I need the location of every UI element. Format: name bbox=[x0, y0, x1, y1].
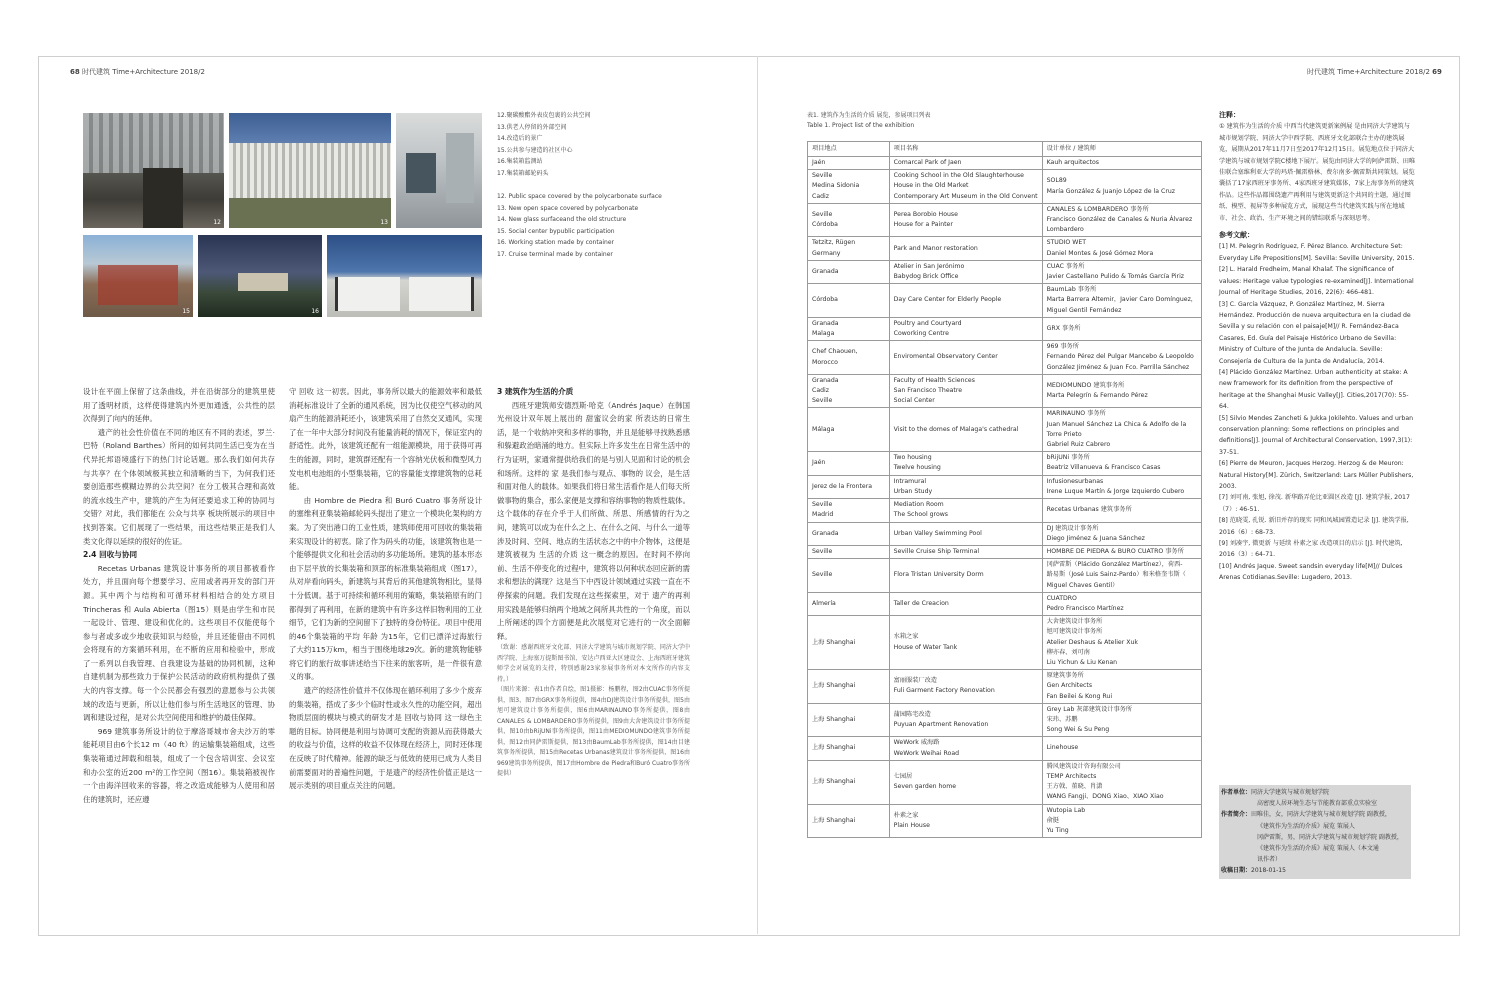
cell-designer bbox=[1042, 703, 1201, 737]
cell-line: 上海 Shanghai bbox=[812, 682, 856, 690]
cell-project bbox=[889, 616, 1042, 670]
cell-line: González Jiménez & Juan Fco. Parrilla Sánchez bbox=[1046, 363, 1190, 371]
note-1: ① 建筑作为生活的介质 中西当代建筑更新案例展 是由同济大学建筑与城市规划学院、同济大学中西学院、西班牙文化部联合主办的建筑展览，展期从2017年11月7日至2017年12月15日。展览地点位于同济大学建筑与城市规划学院C楼地下展厅。展览由同济大学的阿萨雷斯、田唯佳联合塞维利亚大学的玛塔·佩雷格林、费尔南多·佩雷斯共同策划。展览囊括了17家西班牙事务所、4家西班牙建筑媒体，7家上海事务所的建筑作品。这些作品都围绕遗产再利用与建筑更新这个共同的主题，通过图纸、模型、视屏等多种展览方式，展现这些当代建筑实践与所在地域市、社会、政治、生产环境之间的错综联系与深刻思考。 bbox=[1219, 123, 1416, 222]
table-title-en: Table 1. Project list of the exhibition bbox=[807, 121, 915, 129]
cell-line: Diego Jiménez & Juana Sánchez bbox=[1046, 534, 1145, 542]
cell-project bbox=[889, 374, 1042, 408]
cell-line: SOL89 bbox=[1046, 177, 1067, 185]
body-column-1 bbox=[83, 385, 275, 806]
cell-location bbox=[808, 522, 890, 545]
cell-designer bbox=[1042, 237, 1201, 260]
reference-item: [4] Plácido González Martínez. Urban authenticity at stake: A new framework for its definition from the perspective of heritage at the Shanghai Music Valley[J]. Cities,2017(70): 55-64. bbox=[1219, 368, 1409, 411]
cell-line: House of Water Tank bbox=[893, 643, 958, 651]
cell-project bbox=[889, 341, 1042, 375]
cell-line: Coworking Centre bbox=[893, 330, 949, 338]
photo-12 bbox=[83, 113, 224, 228]
cell-line: Jerez de la Frontera bbox=[812, 482, 873, 490]
cell-line: 969 事务所 bbox=[1046, 343, 1079, 351]
table-row bbox=[808, 203, 1202, 237]
cell-project bbox=[889, 545, 1042, 558]
cell-line: Perea Borobio House bbox=[893, 210, 958, 218]
cell-line: Seville bbox=[812, 571, 833, 579]
cell-designer bbox=[1042, 170, 1201, 204]
caption-13-cn: 13.供老人停留的外部空间 bbox=[497, 123, 567, 131]
author-intro-4: 讯作者） bbox=[1257, 856, 1282, 864]
cell-line: CUATDRO bbox=[1046, 594, 1077, 602]
table-row bbox=[808, 317, 1202, 340]
photo-13 bbox=[229, 113, 391, 228]
cell-line: Yu Ting bbox=[1046, 826, 1069, 834]
left-page-number: 68 bbox=[70, 68, 80, 76]
cell-location bbox=[808, 237, 890, 260]
received-date-label: 收稿日期： bbox=[1221, 867, 1252, 875]
cell-line: 上海 Shanghai bbox=[812, 638, 856, 646]
cell-line: Contemporary Art Museum in the Old Convent bbox=[893, 192, 1038, 200]
table-row bbox=[808, 452, 1202, 475]
cell-line: 大舍建筑设计事务所 bbox=[1046, 618, 1103, 626]
cell-line: Malaga bbox=[812, 330, 835, 338]
right-page-number: 69 bbox=[1432, 68, 1442, 76]
cell-line: Mediation Room bbox=[893, 501, 944, 509]
cell-line: Marta Barrera Altemir，Javier Caro Domínguez， bbox=[1046, 296, 1197, 304]
right-running-header bbox=[1307, 67, 1442, 77]
photo-number: 15 bbox=[182, 308, 190, 315]
cell-line: 富丽服装厂改造 bbox=[893, 677, 937, 685]
cell-line: TEMP Architects bbox=[1046, 772, 1097, 780]
paragraph: 969 建筑事务所设计的位于摩洛哥城市舍夫沙万的零能耗项目由6个长12 m（40 ft）的运输集装箱组成，这些集装箱通过卸载和组装，组成了一个包含培训室、会议室和办公室的近200 m²的工作空间（图16）。集装箱被视作一个由海洋回收来的容器，将之改造成能够为人使用和居住的建筑时，还应遵 bbox=[83, 726, 275, 804]
cell-location bbox=[808, 545, 890, 558]
cell-line: 上海 Shanghai bbox=[812, 715, 856, 723]
cell-line: CUAC 事务所 bbox=[1046, 262, 1085, 270]
reference-item: [5] Silvio Mendes Zancheti & Jukka Jokilehto. Values and urban conservation planning: Some reflections on principles and definitions[J]. Journal of Architectural Conservation, 1997,3(1): 37-51. bbox=[1219, 414, 1414, 456]
cell-designer bbox=[1042, 374, 1201, 408]
table-row bbox=[808, 559, 1202, 593]
cell-location bbox=[808, 670, 890, 704]
cell-line: Cooking School in the Old Slaughterhouse bbox=[893, 172, 1024, 180]
cell-line: Beatriz Villanueva & Francisco Casas bbox=[1046, 464, 1161, 472]
column-header-location: 项目地点 bbox=[808, 142, 890, 157]
cell-line: Infusionesurbanas bbox=[1046, 477, 1104, 485]
cell-line: Liu Yichun & Liu Kenan bbox=[1046, 658, 1118, 666]
cell-line: Morocco bbox=[812, 358, 838, 366]
paragraph: 由 Hombre de Piedra 和 Buró Cuatro 事务所设计的塞维利亚集装箱邮轮码头提出了建立一个模块化架构的方案。为了突出港口的工业性质，建筑师使用可回收的集装箱来实现设计的初衷。除了作为码头的功能，该建筑物也是一个能够提供文化和社会活动的多功能场所。建筑的基本形态由下层平放的长集装箱和顶部的标准集装箱组成（图17），从对岸看向码头，新建筑与其背后的其他建筑物相比，显得十分低调。基于可持续和循环利用的策略，集装箱原有的门都得到了再利用，在新的建筑中有许多这样旧物利用的工业细节，它们为新的空间留下了独特的身份特征。项目中使用的46个集装箱的平均 年龄 为15年，它们已漂洋过海旅行了大约115万km，相当于围绕地球29次。新的建筑物能够将它们的旅行故事讲述给当下往来的旅客听，是一件很有意义的事。 bbox=[289, 495, 482, 682]
cell-project bbox=[889, 203, 1042, 237]
caption-12-en: 12. Public space covered by the polycarbonate surface bbox=[497, 193, 662, 200]
cell-line: WANG Fangji、DONG Xiao、XIAO Xiao bbox=[1046, 793, 1164, 801]
cell-project bbox=[889, 408, 1042, 452]
cell-location bbox=[808, 317, 890, 340]
caption-17-cn: 17.集装箱邮轮码头 bbox=[497, 169, 549, 177]
cell-line: 水箱之家 bbox=[893, 633, 919, 641]
author-intro-label: 作者简介： bbox=[1221, 811, 1252, 819]
caption-16-en: 16. Working station made by container bbox=[497, 239, 615, 247]
cell-line: Irene Luque Martín & Jorge Izquierdo Cubero bbox=[1046, 487, 1185, 495]
page-gutter bbox=[757, 56, 758, 934]
cell-line: HOMBRE DE PIEDRA & BURO CUATRO 事务所 bbox=[1046, 547, 1184, 555]
cell-line: Germany bbox=[812, 249, 841, 257]
cell-line: 上海 Shanghai bbox=[812, 778, 856, 786]
cell-line: San Francisco Theatre bbox=[893, 387, 963, 395]
reference-item: [1] M. Pelegrín Rodríguez, F. Pérez Blanco. Architecture Set: Everyday Life Prepositions[M]. Sevilla: Seville University, 2015. bbox=[1219, 243, 1415, 262]
author-intro-3: 冈萨雷斯，男，同济大学建筑与城市规划学院 副教授，《建筑作为生活的介质》展览 策展人（本文通 bbox=[1257, 833, 1403, 853]
caption-15-cn: 15.公共参与建造的社区中心 bbox=[497, 146, 573, 154]
cell-line: Seville bbox=[812, 397, 833, 405]
cell-location bbox=[808, 203, 890, 237]
body-column-2 bbox=[289, 385, 482, 793]
cell-line: 上海 Shanghai bbox=[812, 816, 856, 824]
cell-line: 柳亦春、刘可南 bbox=[1046, 648, 1090, 656]
cell-line: Fuli Garment Factory Renovation bbox=[893, 687, 995, 695]
cell-line: Jaén bbox=[812, 159, 826, 166]
photo-16 bbox=[198, 235, 322, 317]
cell-line: WeWork 威海路 bbox=[893, 739, 940, 747]
cell-line: Daniel Montes & José Gómez Mora bbox=[1046, 249, 1154, 257]
table-row bbox=[808, 522, 1202, 545]
cell-project bbox=[889, 475, 1042, 498]
table-row bbox=[808, 737, 1202, 760]
cell-designer bbox=[1042, 499, 1201, 522]
table-title-cn: 表1. 建筑作为生活的介质 展览，参展项目列表 bbox=[807, 112, 931, 119]
notes-references bbox=[1219, 110, 1416, 584]
author-info-box bbox=[1219, 785, 1411, 879]
cell-project bbox=[889, 157, 1042, 170]
column-header-project: 项目名称 bbox=[889, 142, 1042, 157]
cell-line: Flora Tristan University Dorm bbox=[893, 571, 984, 579]
cell-designer bbox=[1042, 157, 1201, 170]
cell-line: Twelve housing bbox=[893, 464, 941, 472]
table-row bbox=[808, 237, 1202, 260]
caption-17-en: 17. Cruise terminal made by container bbox=[497, 250, 613, 258]
cell-designer bbox=[1042, 592, 1201, 615]
cell-project bbox=[889, 804, 1042, 838]
table-row bbox=[808, 499, 1202, 522]
cell-line: Taller de Creacion bbox=[893, 599, 949, 607]
cell-line: GRX 事务所 bbox=[1046, 324, 1081, 332]
references-title: 参考文献： bbox=[1219, 231, 1254, 240]
table-row bbox=[808, 284, 1202, 318]
table-row bbox=[808, 616, 1202, 670]
cell-designer bbox=[1042, 203, 1201, 237]
table-row bbox=[808, 374, 1202, 408]
cell-location bbox=[808, 452, 890, 475]
cell-line: Kauh arquitectos bbox=[1046, 159, 1100, 166]
cell-line: Málaga bbox=[812, 425, 835, 433]
paragraph: 西班牙建筑师安德烈斯·哈克（Andrés Jaque）在韩国光州设计双年展上展出的 甜蜜议会的家 所表达的日常生活，是一个收纳冲突和多样的事物，并且是能够寻找熟悉感和躲避政治暗涌的地方。但实际上许多发生在日常生活中的行为证明，家通常提供给我们的是与别人见面和讨论的机会和场所。这样的 家 是我们参与观点、事物的 议会，是生活和面对他人的载体。如果我们将日常生活看作是人们每天所做事物的集合，那么家便是支撑和容纳事物的物质性载体。这个载体的存在介乎于人们所做、所思、所感情的行为之间，建筑可以成为在什么之上、在什么之间、与什么一道等涉及时间、空间、地点的生活状态之中的中介物体，这便是建筑被视为 生活的介质 这一概念的原因。在时间不停向前、生活不停变化的过程中，建筑将以何种状态回应新的需求和想法的满现？这是当下中西设计领域通过实践一直在不停探索的问题。我们发现在这些探索里，对于 遗产的再利用实践是能够归纳两个地域之间所具共性的一个角度，而以上所阐述的四个方面便是此次展览对它进行的一次全面解释。 bbox=[497, 400, 690, 641]
cell-line: MEDIOMUNDO 建筑事务所 bbox=[1046, 381, 1125, 389]
captions-cn bbox=[497, 110, 591, 180]
author-unit-2: 高密度人居环境生态与节能教育部重点实验室 bbox=[1257, 800, 1378, 808]
cell-line: Gabriel Ruiz Cabrero bbox=[1046, 441, 1111, 449]
cell-line: Cadiz bbox=[812, 387, 830, 395]
cell-designer bbox=[1042, 760, 1201, 804]
table-row bbox=[808, 592, 1202, 615]
cell-project bbox=[889, 317, 1042, 340]
cell-line: 朴素之家 bbox=[893, 811, 919, 819]
table-row bbox=[808, 157, 1202, 170]
cell-location bbox=[808, 374, 890, 408]
reference-item: [8] 范晓雯, 孔锐. 新旧并存的现实 同和凤城园置造记录 [J]. 建筑学报, 2016（6）: 68-73. bbox=[1219, 517, 1409, 536]
cell-project bbox=[889, 760, 1042, 804]
caption-13-en: 13. New open space covered by polycarbonate bbox=[497, 204, 639, 212]
table-header-row bbox=[808, 142, 1202, 157]
cell-line: Enviromental Observatory Center bbox=[893, 353, 998, 361]
table-row bbox=[808, 341, 1202, 375]
cell-project bbox=[889, 499, 1042, 522]
table-row bbox=[808, 804, 1202, 838]
cell-line: Francisco González de Canales & Nuria Álvarez bbox=[1046, 216, 1193, 224]
paragraph: 守 回收 这一初衷。因此，事务所以最大的能源效率和最低消耗标准设计了全新的通风系统，因为比仅使空气移动的风扇产生的能源消耗还小，该建筑采用了自然交叉通风，实现了在一年中大部分时间没有能量消耗的情况下，保证室内的舒适性。此外，该建筑还配有一组能源模块，用于获得可再生的能源，同时，建筑群还配有一个容纳光伏板和微型风力发电机电池组的小型集装箱，它的容量能支撑建筑物的总耗能。 bbox=[289, 387, 482, 492]
cell-project bbox=[889, 170, 1042, 204]
project-list-table bbox=[807, 141, 1202, 838]
table-row bbox=[808, 670, 1202, 704]
cell-line: Fan Beilei & Kong Rui bbox=[1046, 692, 1113, 700]
reference-item: [2] L. Harald Fredheim, Manal Khalaf. The significance of values: Heritage value typologies re-examined[J]. International Journal of Heritage Studies, 2016, 22(6): 466-481. bbox=[1219, 266, 1414, 297]
cell-line: Faculty of Health Sciences bbox=[893, 376, 975, 384]
cell-project bbox=[889, 592, 1042, 615]
table-row bbox=[808, 260, 1202, 283]
cell-line: 七园居 bbox=[893, 772, 913, 780]
cell-line: STUDIO WET bbox=[1046, 239, 1087, 247]
cell-location bbox=[808, 703, 890, 737]
photo-number: 13 bbox=[380, 219, 388, 226]
cell-line: Granada bbox=[812, 267, 839, 275]
cell-line: Urban Valley Swimming Pool bbox=[893, 529, 982, 537]
cell-designer bbox=[1042, 317, 1201, 340]
cell-line: Babydog Brick Office bbox=[893, 273, 959, 281]
cell-line: The School grows bbox=[893, 511, 949, 519]
cell-line: MARINAUNO 事务所 bbox=[1046, 410, 1106, 418]
cell-line: 腾风建筑设计咨询有限公司 bbox=[1046, 762, 1121, 770]
paragraph: 遗产的社会性价值在不同的地区有不同的表述，罗兰·巴特（Roland Barthes）所问的如何共同生活已变为在当代异托邦语境盛行下的热门讨论话题。那么我们如何共存与共享？在个体领域极其独立和清晰的当下，为何我们还要创造那些模糊边界的公共空间？在分工极其合理和高效的流水线生产中，建筑的产生为何还要追求工种的协同与交错？对此，我们都能在 公众与共享 板块所展示的项目中找到答案。它们展现了一些结果，而这些结果正是我们人类文化得以延续的很好的佐证。 bbox=[83, 427, 275, 546]
cell-line: bRijUNi 事务所 bbox=[1046, 454, 1090, 462]
section-heading: 3 建筑作为生活的介质 bbox=[497, 387, 574, 396]
cell-location bbox=[808, 592, 890, 615]
left-running-header bbox=[70, 67, 205, 77]
cell-location bbox=[808, 737, 890, 760]
cell-line: Two housing bbox=[893, 454, 932, 462]
table-row bbox=[808, 545, 1202, 558]
paragraph: Recetas Urbanas 建筑设计事务所的项目都被看作 处方，并且面向每个想要学习、应用或者再开发的部门开源。其中两个与结构和可循环材料相结合的处方项目 Trincheras 和 Aula Abierta（图15）则是由学生和市民一起设计、管理、建设和优化的。这些项目不仅能使每个参与者或多或少地收获知识与经验，并且还能借由不同机会将现有的方案循环利用，在不断的应用和检验中，形成了一系列以自我管理、自我建设为基础的协同机制，这种自建机制为那些致力于保护公民活动的政府机构提供了强大的内容支撑。每一个公民都会有强烈的意愿参与公共领域的改造与更新，所以让他们参与所生活地区的管理、协调和建设过程，是对公共空间使用和维护的最佳保障。 bbox=[83, 563, 275, 723]
photo-15 bbox=[83, 235, 193, 317]
cell-designer bbox=[1042, 452, 1201, 475]
reference-item: [6] Pierre de Meuron, Jacques Herzog. Herzog & de Meuron: Natural History[M]. Zürich, Switzerland: Lars Müller Publishers, 2003. bbox=[1219, 460, 1414, 490]
cell-line: Day Care Center for Elderly People bbox=[893, 296, 1002, 304]
cell-line: 蒲园陈宅改造 bbox=[893, 710, 931, 718]
cell-project bbox=[889, 559, 1042, 593]
table-row bbox=[808, 760, 1202, 804]
cell-line: Granada bbox=[812, 529, 839, 537]
cell-line: Madrid bbox=[812, 511, 834, 519]
cell-line: Plain House bbox=[893, 821, 930, 829]
section-heading: 2.4 回收与协同 bbox=[83, 550, 138, 560]
cell-line: María González & Juanjo López de la Cruz bbox=[1046, 187, 1176, 195]
table-row bbox=[808, 703, 1202, 737]
captions-en bbox=[497, 191, 662, 261]
cell-line: BaumLab 事务所 bbox=[1046, 286, 1097, 294]
cell-line: Comarcal Park of Jaen bbox=[893, 159, 962, 166]
cell-line: CANALES & LOMBARDERO 事务所 bbox=[1046, 205, 1149, 213]
column-header-designer: 设计单位 / 建筑师 bbox=[1042, 142, 1201, 157]
cell-location bbox=[808, 499, 890, 522]
reference-item: [3] C. García Vázquez, P. González Martínez, M. Sierra Hernández. Producción de nueva arquitectura en la ciudad de Sevilla y su relación con el paisaje[M]// R. Fernández-Baca Casares, Ed. Guía del Paisaje Histórico Urbano de Sevilla: Ministry of Culture of the Junta de Andalucía. Seville: Consejería de Cultura de la Junta de Andalucía, 2014. bbox=[1219, 300, 1411, 365]
cell-line: 宋玮、苏鹏 bbox=[1046, 715, 1078, 723]
cell-line: Seville bbox=[812, 210, 833, 218]
cell-project bbox=[889, 284, 1042, 318]
cell-designer bbox=[1042, 408, 1201, 452]
table-row bbox=[808, 170, 1202, 204]
cell-line: Juan Manuel Sánchez La Chica & Adolfo de la bbox=[1046, 420, 1187, 428]
cell-location bbox=[808, 475, 890, 498]
cell-project bbox=[889, 237, 1042, 260]
cell-line: Jaén bbox=[812, 459, 826, 467]
cell-line: Córdoba bbox=[812, 296, 838, 304]
cell-location bbox=[808, 157, 890, 170]
cell-line: 冈萨雷斯（Plácido González Martínez），荷西- bbox=[1046, 561, 1183, 569]
cell-designer bbox=[1042, 670, 1201, 704]
cell-line: House in the Old Market bbox=[893, 182, 969, 190]
cell-line: 俞挺 bbox=[1046, 816, 1059, 824]
left-journal-title: 时代建筑 Time+Architecture 2018/2 bbox=[81, 68, 205, 76]
photo-14 bbox=[396, 113, 482, 228]
cell-line: Recetas Urbanas 建筑事务所 bbox=[1046, 506, 1132, 514]
cell-location bbox=[808, 341, 890, 375]
table-row bbox=[808, 408, 1202, 452]
reference-item: [9] 刘凑宇, 微更新 与延续 朴素之家 改造项目的启示 [J]. 时代建筑, 2016（3）: 64-71. bbox=[1219, 540, 1403, 559]
cell-location bbox=[808, 408, 890, 452]
cell-line: Visit to the domes of Malaga's cathedral bbox=[893, 425, 1019, 433]
cell-location bbox=[808, 284, 890, 318]
cell-line: Córdoba bbox=[812, 221, 838, 229]
photo-number: 16 bbox=[311, 308, 319, 315]
cell-designer bbox=[1042, 545, 1201, 558]
caption-14-en: 14. New glass surfaceand the old structure bbox=[497, 216, 627, 224]
cell-location bbox=[808, 559, 890, 593]
cell-line: Seville bbox=[812, 172, 833, 180]
cell-line: WeWork Weihai Road bbox=[893, 749, 960, 757]
cell-location bbox=[808, 760, 890, 804]
references-list bbox=[1219, 241, 1416, 583]
acknowledgement: （致谢：感谢西班牙文化部、同济大学建筑与城市规划学院、同济大学中西学院、上海塞万提斯图书馆、安达卢西亚大区建设会、上海西班牙建筑师学会对展览的支持，特别感谢23家参展事务所对本文所作的内容支持。） bbox=[497, 644, 690, 683]
paragraph: 设计在平面上保留了这条曲线，并在沿街部分的建筑里使用了透明材质，这样使得建筑内外更加通透，公共性的层次得到了向内的延伸。 bbox=[83, 387, 275, 424]
cell-line: Grey Lab 灰部建筑设计事务所 bbox=[1046, 705, 1133, 713]
cell-location bbox=[808, 260, 890, 283]
right-journal-title: 时代建筑 Time+Architecture 2018/2 bbox=[1307, 68, 1430, 76]
cell-project bbox=[889, 260, 1042, 283]
cell-line: Almería bbox=[812, 599, 836, 607]
cell-line: Park and Manor restoration bbox=[893, 244, 978, 252]
cell-project bbox=[889, 452, 1042, 475]
cell-designer bbox=[1042, 284, 1201, 318]
cell-line: Urban Study bbox=[893, 487, 933, 495]
paragraph: 遗产的经济性价值并不仅体现在循环利用了多少个废弃的集装箱，搭成了多少个临时性或永久性的功能空间，超出物质层面的模块与模式的研发才是 回收与协同 这一绿色主题的目标。协同便是利用与协调可支配的资源从而获得最大的收益与价值，这样的收益不仅体现在经济上，同时还体现在反映了时代精神。能源的缺乏与低效的使用已成为人类目前需要面对的普遍性问题，于是遗产的经济性价值正是这一展示类别的项目重点关注的问题。 bbox=[289, 686, 482, 791]
reference-item: [10] Andrés Jaque. Sweet sandsin everyday life[M]// Dulces Arenas Cotidianas.Seville: Lugadero, 2013. bbox=[1219, 562, 1403, 582]
cell-line: Intramural bbox=[893, 477, 927, 485]
cell-line: Lombardero bbox=[1046, 226, 1084, 234]
cell-project bbox=[889, 737, 1042, 760]
cell-line: Marta Pelegrín & Fernando Pérez bbox=[1046, 392, 1148, 400]
cell-line: House for a Painter bbox=[893, 221, 953, 229]
cell-project bbox=[889, 670, 1042, 704]
cell-line: Javier Castellano Pulido & Tomás García Piriz bbox=[1046, 273, 1185, 281]
cell-designer bbox=[1042, 260, 1201, 283]
cell-line: Atelier Deshaus & Atelier Xuk bbox=[1046, 638, 1138, 646]
cell-line: Torre Prieto bbox=[1046, 430, 1082, 438]
cell-line: Seville Cruise Ship Terminal bbox=[893, 547, 980, 555]
cell-line: Fernando Pérez del Pulgar Mancebo & Leopoldo bbox=[1046, 353, 1194, 361]
received-date: 2018-01-15 bbox=[1251, 867, 1286, 875]
author-unit: 同济大学建筑与城市规划学院 bbox=[1251, 789, 1330, 796]
cell-line: Puyuan Apartment Renovation bbox=[893, 721, 989, 729]
caption-16-cn: 16.集装箱监测站 bbox=[497, 158, 543, 166]
cell-line: Miguel Chaves Gentil） bbox=[1046, 581, 1119, 589]
cell-project bbox=[889, 522, 1042, 545]
cell-designer bbox=[1042, 522, 1201, 545]
body-column-3 bbox=[497, 385, 690, 780]
cell-designer bbox=[1042, 559, 1201, 593]
cell-location bbox=[808, 616, 890, 670]
cell-line: Chef Chaouen, bbox=[812, 348, 858, 356]
cell-project bbox=[889, 703, 1042, 737]
author-unit-label: 作者单位： bbox=[1221, 789, 1252, 796]
cell-line: Seven garden home bbox=[893, 783, 957, 791]
cell-line: 旭可建筑设计事务所 bbox=[1046, 628, 1103, 636]
cell-line: Tetzitz, Rügen bbox=[812, 239, 856, 247]
cell-designer bbox=[1042, 341, 1201, 375]
cell-line: Seville bbox=[812, 547, 833, 555]
cell-line: DJ 建筑设计事务所 bbox=[1046, 524, 1099, 532]
cell-line: Granada bbox=[812, 319, 839, 327]
notes-title: 注释： bbox=[1219, 111, 1240, 119]
cell-line: 路易斯（José Luis Sainz-Pardo）和米格奎韦斯（ bbox=[1046, 571, 1186, 579]
cell-line: Granada bbox=[812, 376, 839, 384]
cell-line: Poultry and Courtyard bbox=[893, 319, 962, 327]
author-intro: 田唯佳，女，同济大学建筑与城市规划学院 副教授， bbox=[1251, 811, 1391, 819]
cell-line: Atelier in San Jerónimo bbox=[893, 262, 965, 270]
cell-line: Song Wei & Su Peng bbox=[1046, 726, 1110, 734]
cell-designer bbox=[1042, 804, 1201, 838]
cell-designer bbox=[1042, 737, 1201, 760]
cell-designer bbox=[1042, 475, 1201, 498]
cell-line: Social Center bbox=[893, 397, 935, 405]
cell-location bbox=[808, 170, 890, 204]
cell-line: Pedro Francisco Martínez bbox=[1046, 604, 1124, 612]
caption-15-en: 15. Social center bypublic participation bbox=[497, 227, 615, 235]
cell-line: 上海 Shanghai bbox=[812, 744, 856, 752]
caption-12-cn: 12.聚碳酸酯外表皮包裹的公共空间 bbox=[497, 112, 591, 119]
photo-17 bbox=[327, 235, 482, 317]
caption-14-cn: 14.改造后的景广 bbox=[497, 135, 543, 143]
table-caption bbox=[807, 111, 931, 130]
reference-item: [7] 刘可南, 张旭, 徐茂. 新华路弄伦比亚圆区改造 [J]. 建筑学报, 2017（7）: 46-51. bbox=[1219, 494, 1410, 513]
cell-line: Wutopia Lab bbox=[1046, 806, 1086, 814]
image-credits: （图片来源：表1由作者自绘，图1摄影：杨鹏程，图2由CUAC事务所提供，图3、图7由GRX事务所提供，图4由DJ建筑设计事务所提供，图5由旭可建筑设计事务所提供，图6由MARINAUNO事务所提供，图8由CANALES & LOMBARDERO事务所提供，图9由大舍建筑设计事务所提供，图10由bRijUNi事务所提供，图11由MEDIOMUNDO建筑事务所提供，图12由同萨雷斯提供，图13由BaumLab事务所提供，图14由目建筑事务所提供，图15由Recetas Urbanas建筑设计事务所提供，图16由969建筑事务所提供，图17由Hombre de Piedra和Buró Cuatro事务所提供） bbox=[497, 686, 690, 778]
table-row bbox=[808, 475, 1202, 498]
cell-line: Miguel Gentil Fernández bbox=[1046, 306, 1122, 314]
photo-number: 12 bbox=[213, 219, 221, 226]
author-intro-2: 《建筑作为生活的介质》展览 策展人 bbox=[1257, 822, 1355, 830]
cell-location bbox=[808, 804, 890, 838]
cell-line: 原建筑事务所 bbox=[1046, 672, 1084, 680]
cell-line: Cadiz bbox=[812, 192, 830, 200]
cell-line: Seville bbox=[812, 501, 833, 509]
cell-line: Linehouse bbox=[1046, 744, 1079, 752]
cell-line: Gen Architects bbox=[1046, 682, 1093, 690]
cell-line: 王方戟、董晓、肖潇 bbox=[1046, 783, 1103, 791]
cell-line: Medina Sidonia bbox=[812, 182, 860, 190]
cell-designer bbox=[1042, 616, 1201, 670]
